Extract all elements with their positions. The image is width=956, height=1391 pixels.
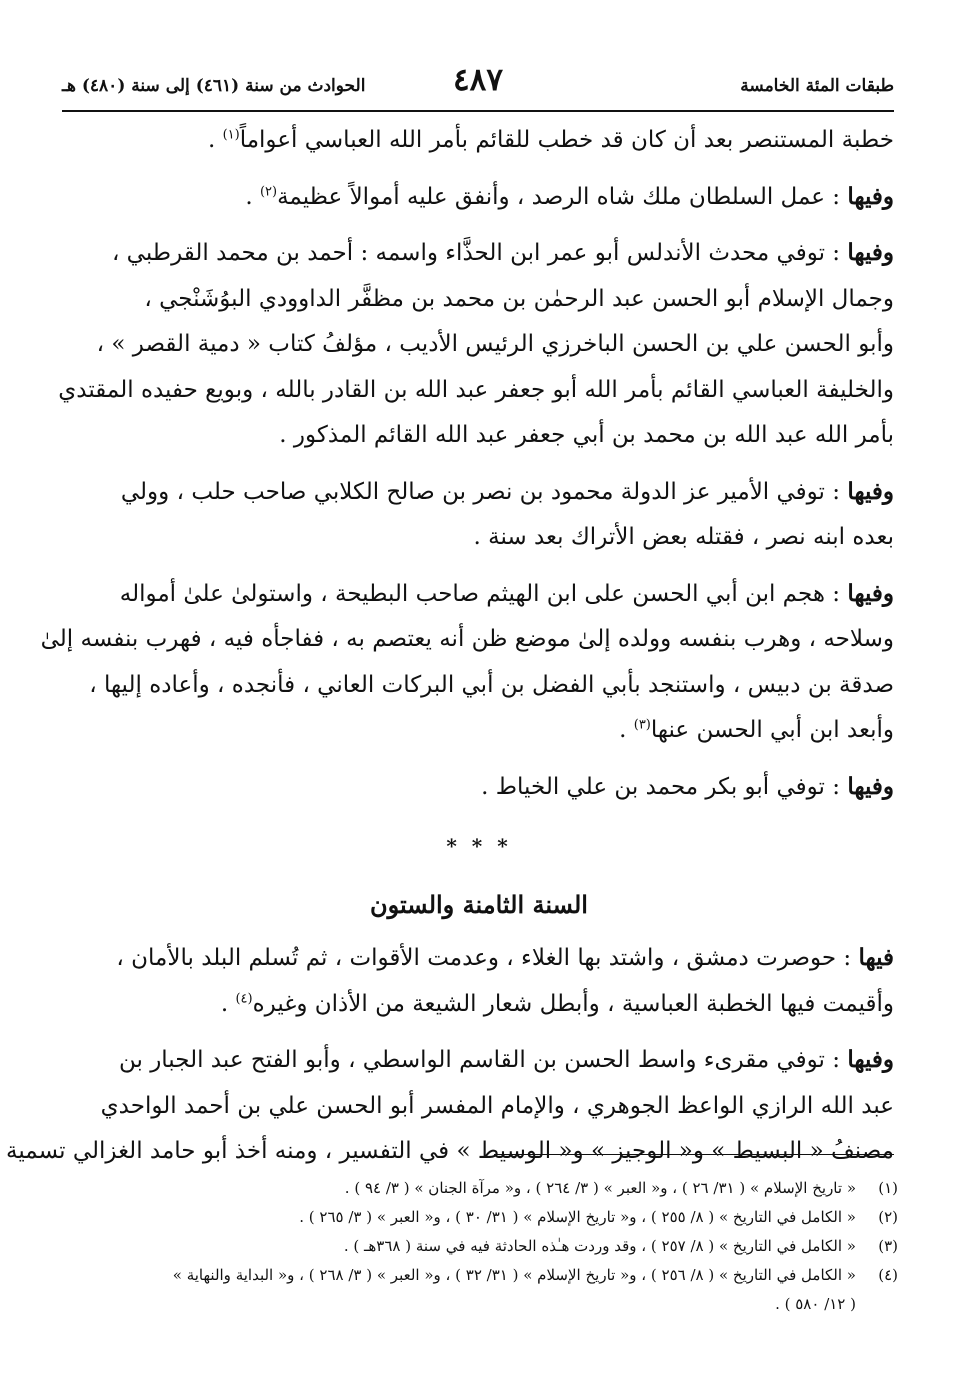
paragraph-lead: وفيها [847,477,894,505]
paragraph-observatory: وفيها : عمل السلطان ملك شاه الرصد ، وأنفق عليه أموالاً عظيمة$^{(٢)}$ . [245,182,894,210]
paragraph-damascus: فيها : حوصرت دمشق ، واشتد بها الغلاء ، وعدمت الأقوات ، ثم تُسلم البلد بالأمان ، وأقيمت فيها الخطبة العباسية ، وأبطل شعار الشيعة من الأذان وغيره$^{(٤)}$ . [116,944,894,1017]
header-divider [62,110,894,112]
paragraph-lead: وفيها [847,579,894,607]
paragraph-khayyat: وفيها : توفي أبو بكر محمد بن علي الخياط . [481,772,894,800]
paragraph-lead: وفيها [847,239,894,266]
footnote-text: « الكامل في التاريخ » ( ٨/ ٢٥٥ ) ، و« تاريخ الإسلام » ( ٣١/ ٣٠ ) ، و« العبر » ( ٣/ ٢٦٥ ) . [299,1208,856,1226]
header-years-range: الحوادث من سنة (٤٦١) إلى سنة (٤٨٠) هـ [62,76,366,96]
footnote-ref-2[interactable]: (٢) [259,183,278,199]
main-text [6,118,894,1175]
page-number: ٤٨٧ [453,62,503,98]
header-book-section: طبقات المئة الخامسة [740,76,894,96]
footnote-number: (١) [878,1179,898,1197]
section-separator: * * * [446,834,512,858]
footnote-text: « الكامل في التاريخ » ( ٨/ ٢٥٦ ) ، و« تاريخ الإسلام » ( ٣١/ ٣٢ ) ، و« العبر » ( ٣/ ٢٦٨ ) ، و« البداية والنهاية » [172,1266,856,1284]
paragraph-lead: وفيها [847,1046,894,1073]
paragraph-deaths-468: وفيها : توفي مقرىء واسط الحسن بن القاسم الواسطي ، وأبو الفتح عبد الجبار بن عبد الله الرازي الواعظ الجوهري ، والإمام المفسر أبو الحسن علي بن أحمد الواحدي مصنفُ « البسيط » و« الوجيز » و« الوسيط » في التفسير ، ومنه أخذ أبو حامد الغزالي تسمية [6,1046,894,1164]
paragraph-deaths-467: وفيها : توفي محدث الأندلس أبو عمر ابن الحذَّاء واسمه : أحمد بن محمد القرطبي ، وجمال الإسلام أبو الحسن عبد الرحمٰن بن محمد بن مظفَّر الداوودي البوُشَنْجي ، وأبو الحسن علي بن الحسن الباخرزي الرئيس الأديب ، مؤلفُ كتاب « دمية القصر » ، والخليفة العباسي القائم بأمر الله أبو جعفر عبد الله بن القادر بالله ، وبويع حفيده المقتدي بأمر الله عبد الله بن محمد بن أبي جعفر عبد الله القائم المذكور . [58,239,894,448]
footnote-number: (٢) [878,1208,898,1226]
footnote-text: « الكامل في التاريخ » ( ٨/ ٢٥٧ ) ، وقد وردت هـٰذه الحادثة فيه في سنة ( ٣٦٨هـ ) . [343,1237,856,1255]
paragraph-aleppo: وفيها : توفي الأمير عز الدولة محمود بن نصر بن صالح الكلابي صاحب حلب ، وولي بعده ابنه نصر ، فقتله بعض الأتراك بعد سنة . [120,477,894,550]
footnote [62,1203,898,1232]
paragraph-lead: وفيها [847,182,894,210]
footnotes [62,1174,898,1319]
footnote-ref-1[interactable]: (١) [222,127,240,143]
paragraph-lead: وفيها [847,772,894,800]
paragraph-lead: فيها [858,944,894,971]
paragraph-batiha: وفيها : هجم ابن أبي الحسن على ابن الهيثم صاحب البطيحة ، واستولىٰ علىٰ أمواله وسلاحه ، وهرب بنفسه وولده إلىٰ موضع ظن أنه يعتصم به ، ففاجأه فيه ، فهرب بنفسه إلىٰ صدقة بن دبيس ، واستنجد بأبي الفضل بن أبي البركات العاني ، فأنجده ، وأعاده إليها ، وأبعد ابن أبي الحسن عنها$^{(٣)}$ . [40,579,894,743]
footnote-number: (٣) [878,1237,898,1255]
running-header [62,62,894,106]
footnote-text: « تاريخ الإسلام » ( ٣١/ ٢٦ ) ، و« العبر » ( ٣/ ٢٦٤ ) ، و« مرآة الجنان » ( ٣/ ٩٤ ) . [344,1179,856,1197]
footnote [62,1261,898,1290]
footnote-ref-4[interactable]: (٤) [235,990,253,1006]
paragraph-continuation: خطبة المستنصر بعد أن كان قد خطب للقائم بأمر الله العباسي أعواماً$^{(١)}$ . [207,127,894,153]
footnote-continuation [62,1290,898,1319]
section-heading: السنة الثامنة والستون [370,889,588,919]
footnote-divider [494,1154,894,1155]
footnote-ref-3[interactable]: (٣) [633,717,651,733]
footnote-text: ( ١٢/ ٥٨٠ ) . [775,1295,856,1313]
footnote-number: (٤) [878,1266,898,1284]
footnote [62,1174,898,1203]
footnote [62,1232,898,1261]
